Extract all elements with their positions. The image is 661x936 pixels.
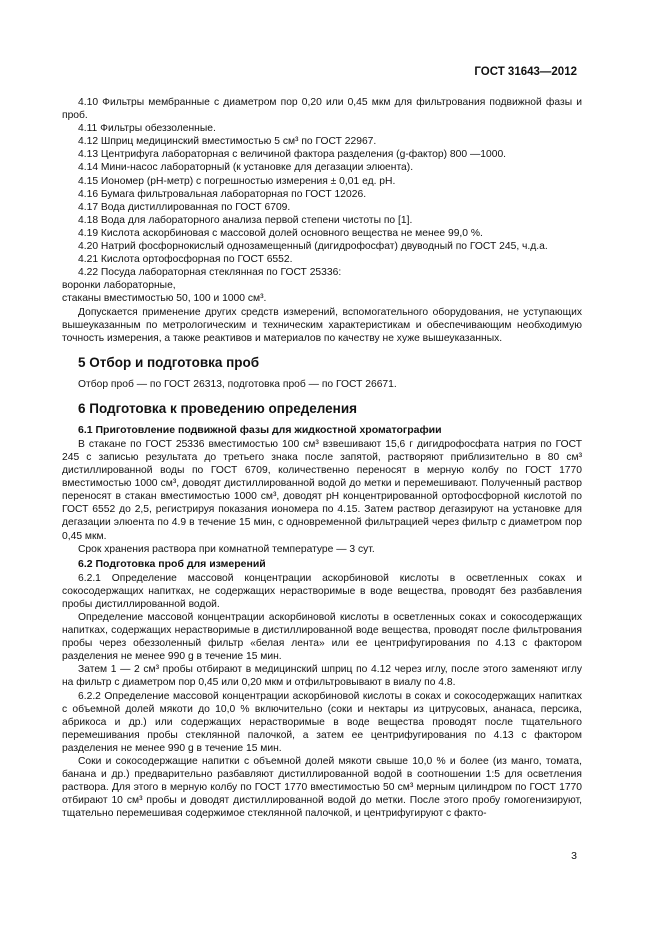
equipment-list <box>62 96 582 279</box>
list-item: 4.13 Центрифуга лабораторная с величиной фактора разделения (g-фактор) 800 —1000. <box>78 149 507 161</box>
page-number: 3 <box>571 850 577 862</box>
paragraph: Определение массовой концентрации аскорбиновой кислоты в осветленных соках и сокосодержащих напитках, содержащих нерастворимые в дистиллированной воде вещества, проводят после фильтрования пробы через обеззоленный фильтр «белая лента» или ее центрифугирования по 4.13 с фактором разделения не менее 990 g в течение 15 мин. <box>62 612 582 663</box>
list-item: 4.22 Посуда лабораторная стеклянная по ГОСТ 25336: <box>78 267 342 279</box>
sublist-item: воронки лабораторные, <box>62 280 176 292</box>
subsection-6-2-heading: 6.2 Подготовка проб для измерений <box>78 557 266 570</box>
paragraph: Срок хранения раствора при комнатной температуре — 3 сут. <box>78 543 375 555</box>
list-item: 4.15 Иономер (рН-метр) с погрешностью измерения ± 0,01 ед. рН. <box>78 175 396 187</box>
section-6-heading: 6 Подготовка к проведению определения <box>78 400 358 416</box>
list-item: 4.17 Вода дистиллированная по ГОСТ 6709. <box>78 201 291 213</box>
paragraph: В стакане по ГОСТ 25336 вместимостью 100 см³ взвешивают 15,6 г дигидрофосфата натрия по ГОСТ 245 с записью результата до третьего знака после запятой, растворяют приблизительно в 80 см³ дистиллированной воды по ГОСТ 6709, количественно переносят в мерную колбу по ГОСТ 1770 вместимостью 1000 см³, доводят дистиллированной водой до метки и перемешивают. Полученный раствор переносят в стакан вместимостью 1000 см³, доводят рН концентрированной ортофосфорной кислотой по ГОСТ 6552 до 2,5, регистрируя показания иономера по 4.15. Затем раствор дегазируют на установке для дегазации элюента по 4.9 в течение 15 мин, с одновременной фильтрацией через фильтр с диаметром пор 0,45 мкм. <box>62 438 582 542</box>
section-5-text: Отбор проб — по ГОСТ 26313, подготовка проб — по ГОСТ 26671. <box>78 378 397 390</box>
sublist-item: стаканы вместимостью 50, 100 и 1000 см³. <box>62 293 267 305</box>
paragraph: Соки и сокосодержащие напитки с объемной долей мякоти свыше 10,0 % и более (из манго, томата, банана и др.) предварительно разбавляют дистиллированной водой в соотношении 1:5 для осветления раствора. Для этого в мерную колбу по ГОСТ 1770 вместимостью 50 см³ мерным цилиндром по ГОСТ 1770 отбирают 10 см³ пробы и доводят дистиллированной водой до метки. После этого пробу гомогенизируют, тщательно перемешивая содержимое стеклянной палочкой, и центрифугируют с факто- <box>62 756 582 820</box>
section-5-heading: 5 Отбор и подготовка проб <box>78 354 260 370</box>
paragraph: Затем 1 — 2 см³ пробы отбирают в медицинский шприц по 4.12 через иглу, после этого заменяют иглу на фильтр с диаметром пор 0,45 или 0,20 мкм и отфильтровывают в виалу по 4.8. <box>62 664 582 689</box>
list-item: 4.18 Вода для лабораторного анализа первой степени чистоты по [1]. <box>78 214 413 226</box>
paragraph: 6.2.1 Определение массовой концентрации аскорбиновой кислоты в осветленных соках и сокосодержащих напитках, не содержащих нерастворимые в воде вещества, проводят без разбавления пробы дистиллированной водой. <box>62 572 582 610</box>
list-item: 4.16 Бумага фильтровальная лабораторная по ГОСТ 12026. <box>78 188 367 200</box>
list-item: 4.14 Мини-насос лабораторный (к установке для дегазации элюента). <box>78 162 414 174</box>
subsection-6-1-heading: 6.1 Приготовление подвижной фазы для жидкостной хроматографии <box>78 423 442 436</box>
list-item: 4.20 Натрий фосфорнокислый однозамещенный (дигидрофосфат) двуводный по ГОСТ 245, ч.д.а. <box>78 241 548 253</box>
list-item: 4.19 Кислота аскорбиновая с массовой долей основного вещества не менее 99,0 %. <box>78 227 483 239</box>
list-item: 4.10 Фильтры мембранные с диаметром пор 0,20 или 0,45 мкм для фильтрования подвижной фазы и проб. <box>62 97 582 122</box>
list-item: 4.11 Фильтры обеззоленные. <box>78 123 216 135</box>
allowance-paragraph: Допускается применение других средств измерений, вспомогательного оборудования, не уступающих вышеуказанным по метрологическим и техническим характеристикам и обеспечивающим необходимую точность измерения, а также реактивов и материалов по качеству не хуже вышеуказанных. <box>62 306 582 344</box>
paragraph: 6.2.2 Определение массовой концентрации аскорбиновой кислоты в соках и сокосодержащих напитках с объемной долей мякоти до 10,0 % включительно (соки и нектары из цитрусовых, ананаса, персика, абрикоса и др.) или содержащих нерастворимые в воде вещества проводят после тщательного перемешивания пробы стеклянной палочкой, а затем ее центрифугирования по 4.13 с фактором разделения не менее 990 g в течение 15 мин. <box>62 690 582 754</box>
list-item: 4.21 Кислота ортофосфорная по ГОСТ 6552. <box>78 254 293 266</box>
document-code-header: ГОСТ 31643—2012 <box>474 66 577 78</box>
list-item: 4.12 Шприц медицинский вместимостью 5 см³ по ГОСТ 22967. <box>78 136 377 148</box>
page-body <box>62 96 582 821</box>
